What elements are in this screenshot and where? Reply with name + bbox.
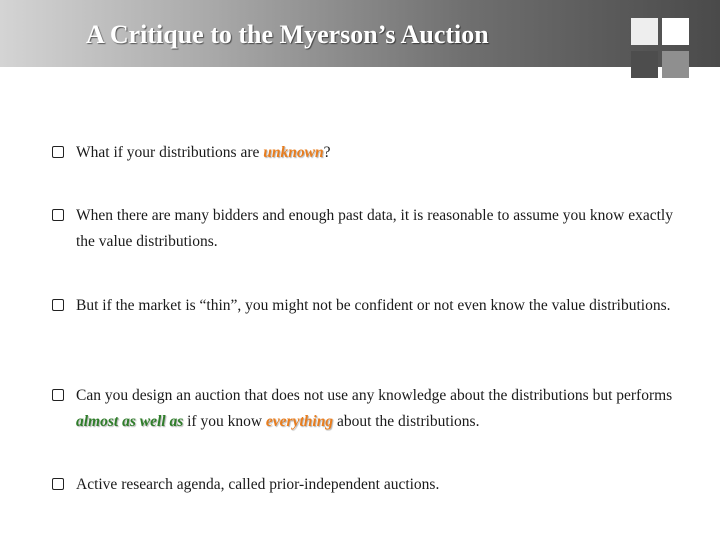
bullet-text: But if the market is “thin”, you might not be confident or not even know the value distributions. [76,297,671,314]
checkbox-square-icon [52,389,64,401]
decorative-square [662,18,689,45]
slide-title: A Critique to the Myerson’s Auction [86,20,489,49]
bullet-text-part: Can you design an auction that does not use any knowledge about the distributions but performs [76,387,673,404]
bullet-text: Active research agenda, called prior-independent auctions. [76,476,440,493]
bullet-text [76,140,692,166]
bullet-text-part: ? [323,144,331,161]
bullet-item [52,293,692,319]
decorative-square [631,18,658,45]
decorative-square [631,51,658,78]
bullet-item [52,203,692,255]
title-bar [0,0,720,67]
bullet-item [52,140,692,166]
bullet-item [52,472,692,498]
emphasis-almost-as-well-as: almost as well as [76,413,184,430]
checkbox-square-icon [52,209,64,221]
bullet-text-part: What if your distributions are [76,144,264,161]
bullet-text-part: if you know [183,413,266,430]
checkbox-square-icon [52,478,64,490]
bullet-text: When there are many bidders and enough past data, it is reasonable to assume you know exactly the value distributions. [76,207,673,250]
emphasis-unknown: unknown [263,144,324,161]
bullet-text-part: about the distributions. [333,413,480,430]
checkbox-square-icon [52,299,64,311]
emphasis-everything: everything [265,413,334,430]
checkbox-square-icon [52,146,64,158]
bullet-item [52,383,692,435]
bullet-text [76,383,692,435]
decorative-square [662,51,689,78]
